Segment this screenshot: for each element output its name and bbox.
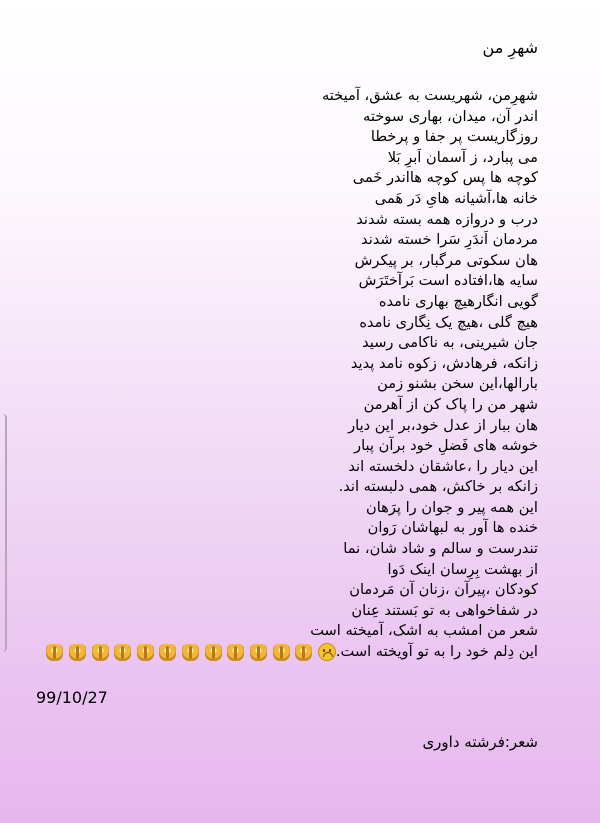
praying-hands-icon — [46, 644, 63, 661]
poem-line: گویی انگارهیچ بهاری نامده — [378, 292, 538, 310]
poem-line: جان شیرینی، به ناکامی رسید — [362, 334, 538, 352]
poem-line: روزگاریست پر جفا و پرخطا — [370, 128, 538, 146]
poem-line: زانکه بر خاکش، همی دلبسته اند. — [338, 478, 538, 496]
praying-hands-icon — [182, 644, 199, 661]
poem-line: خانه ها،آشیانه هایِ دَر هَمی — [374, 189, 538, 207]
poem-line: خنده ها آور به لبهاشان رَوان — [367, 519, 538, 537]
poem-line: خوشه های فَضلِ خود برآن پبار — [354, 437, 538, 455]
praying-hands-icon — [69, 644, 86, 661]
praying-hands-icon — [205, 644, 222, 661]
left-edge-handle[interactable] — [0, 414, 7, 652]
praying-hands-icon — [137, 644, 154, 661]
poet-credit: شعر:فرشته داوری — [422, 733, 538, 751]
praying-hands-icon — [92, 644, 109, 661]
poem-line: شهرِمن، شهریست به عشق، آمیخته — [321, 87, 538, 104]
praying-hands-row — [45, 643, 317, 660]
poem-title: شهرِ من — [482, 38, 538, 57]
poem-body — [18, 86, 538, 663]
poem-final-line — [18, 642, 538, 663]
poem-line: اندر آن، میدان، بهاری سوخته — [363, 107, 538, 125]
poem-line: کوچه ها پس کوچه هااندر خَمی — [352, 169, 538, 187]
poem-line: این همه پیر و جوان را پرَهان — [366, 498, 538, 516]
poem-line: این دیار را ،عاشقان دلخسته اند — [348, 457, 538, 475]
poem-line: در شفاخواهی به تو بَستند عِنان — [351, 601, 538, 619]
poem-line: تندرست و سالم و شاد شان، نما — [343, 540, 538, 558]
poem-line: می پبارد، ز آسمان اَبرِ بَلا — [387, 148, 538, 166]
poem-line: مردمان اَندَرِ سَرا خسته شدند — [361, 231, 538, 249]
praying-hands-icon — [295, 644, 312, 661]
praying-hands-icon — [250, 644, 267, 661]
poem-line: بارالها،این سخن بشنو زمن — [377, 375, 538, 393]
poem-line: شهر من را پاک کن از آهرمن — [363, 395, 538, 413]
poem-line: هان ببار از عدل خود،بر این دیار — [348, 416, 538, 434]
poem-line: از بهشت بِرِسان اینک دَوا — [387, 560, 538, 578]
praying-hands-icon — [114, 644, 131, 661]
poem-line: هان سکوتی مرگبار، بر پیکرش — [354, 251, 538, 269]
poem-line: درب و دروازه همه بسته شدند — [356, 210, 538, 228]
poem-line: کودکان ،پیرآن ،زنان آن مَردمان — [349, 581, 538, 599]
poem-line: سایه ها،افتاده است بَرآختَرَش — [358, 272, 538, 290]
praying-hands-icon — [227, 644, 244, 661]
poem-line: هیچ گلی ،هیچ یک نِگاری نامده — [359, 313, 538, 331]
praying-hands-icon — [159, 644, 176, 661]
poem-final-text: این دِلم خود را به تو آویخته است. — [335, 643, 538, 661]
sad-face-icon — [318, 643, 336, 661]
poem-date: 99/10/27 — [36, 688, 108, 707]
praying-hands-icon — [273, 644, 290, 661]
poem-line: زانکه، فرهادش، زکوه نامد پدید — [350, 354, 538, 372]
poem-line: شعر من امشب به اشک، آمیخته است — [310, 622, 538, 640]
